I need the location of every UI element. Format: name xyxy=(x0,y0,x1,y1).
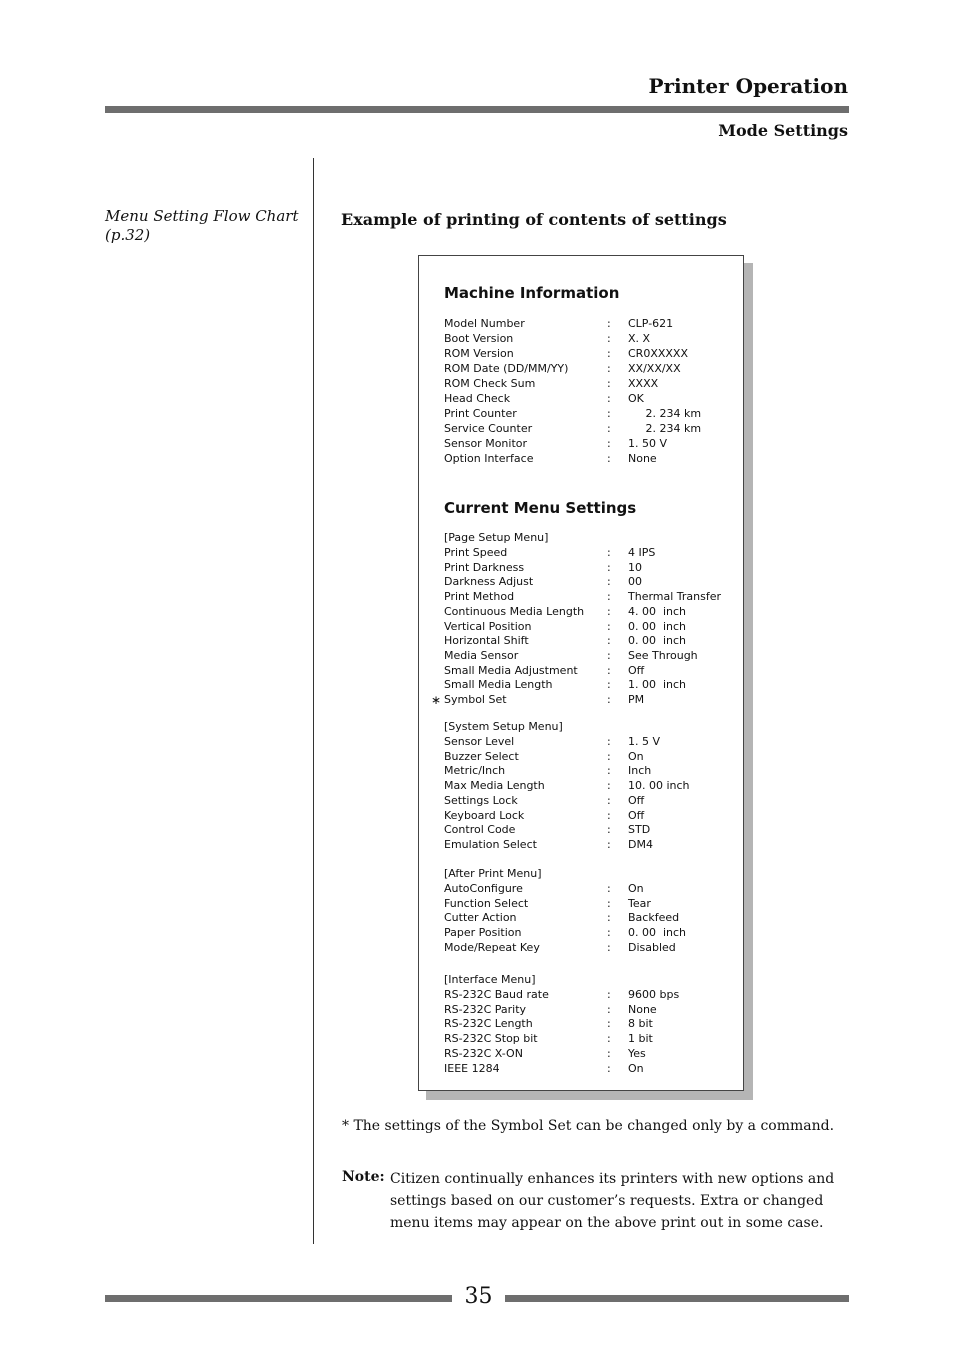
setting-colon: : xyxy=(607,1061,611,1075)
setting-value: XXXX xyxy=(628,377,659,390)
current-menu-title: Current Menu Settings xyxy=(444,499,637,517)
menu-group-title: [System Setup Menu] xyxy=(444,720,563,733)
footer-rule-left xyxy=(105,1295,452,1302)
setting-colon: : xyxy=(607,1017,611,1031)
setting-value: 0. 00 inch xyxy=(628,619,687,633)
setting-colon: : xyxy=(607,332,611,345)
setting-label: Sensor Level xyxy=(444,735,515,748)
setting-label: Max Media Length xyxy=(444,779,545,793)
setting-label: IEEE 1284 xyxy=(444,1061,500,1075)
setting-label: RS-232C Baud rate xyxy=(444,988,549,1001)
machine-info-title: Machine Information xyxy=(444,284,620,302)
menu-group-title: [Interface Menu] xyxy=(444,973,536,986)
setting-colon: : xyxy=(607,926,611,940)
setting-colon: : xyxy=(607,452,611,465)
setting-label: Buzzer Select xyxy=(444,749,519,763)
setting-colon: : xyxy=(607,317,611,330)
setting-colon: : xyxy=(607,988,611,1001)
setting-colon: : xyxy=(607,437,611,450)
setting-label: Control Code xyxy=(444,823,516,837)
menu-group-title: [After Print Menu] xyxy=(444,867,542,880)
setting-value: 1 bit xyxy=(628,1032,653,1046)
setting-value: 1. 00 inch xyxy=(628,678,687,692)
setting-value: 9600 bps xyxy=(628,988,680,1001)
setting-value: PM xyxy=(628,693,645,706)
setting-colon: : xyxy=(607,940,611,954)
footnote: * The settings of the Symbol Set can be changed only by a command. xyxy=(342,1118,835,1134)
setting-label: Print Counter xyxy=(444,407,517,420)
setting-label: RS-232C X-ON xyxy=(444,1046,523,1060)
subheading: Example of printing of contents of settings xyxy=(341,210,727,229)
setting-label: Print Speed xyxy=(444,546,508,559)
setting-colon: : xyxy=(607,546,611,559)
setting-label: Option Interface xyxy=(444,452,534,465)
setting-value: 4. 00 inch xyxy=(628,604,687,618)
setting-value: None xyxy=(628,452,657,465)
setting-value: On xyxy=(628,749,644,763)
setting-colon: : xyxy=(607,634,611,648)
setting-value: 10. 00 inch xyxy=(628,779,690,793)
setting-label: Settings Lock xyxy=(444,793,518,807)
asterisk-marker: ∗ xyxy=(431,693,442,707)
setting-value: OK xyxy=(628,392,644,405)
setting-value: On xyxy=(628,1061,644,1075)
setting-label: Continuous Media Length xyxy=(444,604,585,618)
setting-value: Disabled xyxy=(628,940,676,954)
setting-label: Metric/Inch xyxy=(444,764,506,778)
setting-colon: : xyxy=(607,823,611,837)
setting-label: Print Method xyxy=(444,590,515,604)
setting-label: Sensor Monitor xyxy=(444,437,528,450)
setting-value: 00 xyxy=(628,575,642,589)
menu-group-title: [Page Setup Menu] xyxy=(444,531,549,544)
setting-label: Small Media Length xyxy=(444,678,553,692)
setting-value: 2. 234 km xyxy=(628,422,702,435)
setting-colon: : xyxy=(607,1002,611,1016)
setting-value: Off xyxy=(628,793,645,807)
setting-label: Keyboard Lock xyxy=(444,808,525,822)
setting-colon: : xyxy=(607,896,611,910)
setting-label: Vertical Position xyxy=(444,619,532,633)
setting-colon: : xyxy=(607,764,611,778)
setting-label: Small Media Adjustment xyxy=(444,663,578,677)
page-number: 35 xyxy=(464,1284,493,1309)
setting-label: ROM Check Sum xyxy=(444,377,536,390)
setting-label: RS-232C Length xyxy=(444,1017,533,1031)
footer-rule-right xyxy=(505,1295,849,1302)
setting-value: 10 xyxy=(628,560,642,574)
setting-colon: : xyxy=(607,362,611,375)
settings-printout xyxy=(418,255,744,1091)
setting-colon: : xyxy=(607,779,611,793)
setting-label: RS-232C Parity xyxy=(444,1002,527,1016)
setting-value: 0. 00 inch xyxy=(628,926,687,940)
side-note-link[interactable]: Menu Setting Flow Chart (p.32) xyxy=(105,207,299,244)
setting-colon: : xyxy=(607,619,611,633)
setting-colon: : xyxy=(607,693,611,706)
setting-label: Boot Version xyxy=(444,332,514,345)
setting-label: Symbol Set xyxy=(444,693,507,706)
setting-colon: : xyxy=(607,678,611,692)
setting-label: AutoConfigure xyxy=(444,882,523,895)
setting-label: Media Sensor xyxy=(444,648,519,662)
note-label: Note: xyxy=(342,1169,385,1185)
setting-value: 2. 234 km xyxy=(628,407,702,420)
setting-colon: : xyxy=(607,882,611,895)
setting-label: ROM Date (DD/MM/YY) xyxy=(444,362,569,375)
setting-value: See Through xyxy=(628,648,698,662)
setting-colon: : xyxy=(607,575,611,589)
header-title: Printer Operation xyxy=(648,74,848,98)
setting-label: Print Darkness xyxy=(444,560,525,574)
setting-value: Inch xyxy=(628,764,652,778)
setting-label: Paper Position xyxy=(444,926,522,940)
setting-colon: : xyxy=(607,347,611,360)
setting-colon: : xyxy=(607,735,611,748)
column-divider xyxy=(313,158,314,1244)
setting-colon: : xyxy=(607,1046,611,1060)
setting-value: 1. 5 V xyxy=(628,735,661,748)
setting-value: Yes xyxy=(628,1046,646,1060)
section-title: Mode Settings xyxy=(718,121,848,140)
setting-label: Function Select xyxy=(444,896,529,910)
setting-colon: : xyxy=(607,808,611,822)
setting-label: Service Counter xyxy=(444,422,533,435)
setting-colon: : xyxy=(607,422,611,435)
setting-value: DM4 xyxy=(628,837,653,851)
note-text: Citizen continually enhances its printers with new options and settings based on our customer’s requests. Extra or changed menu items may appear on the above print out in some case. xyxy=(390,1171,835,1231)
setting-colon: : xyxy=(607,793,611,807)
setting-colon: : xyxy=(607,407,611,420)
setting-colon: : xyxy=(607,749,611,763)
setting-colon: : xyxy=(607,392,611,405)
setting-colon: : xyxy=(607,648,611,662)
setting-colon: : xyxy=(607,837,611,851)
setting-value: Tear xyxy=(628,896,651,910)
setting-label: Horizontal Shift xyxy=(444,634,529,648)
setting-label: Darkness Adjust xyxy=(444,575,534,589)
setting-value: Backfeed xyxy=(628,911,680,925)
setting-value: CLP-621 xyxy=(628,317,674,330)
setting-colon: : xyxy=(607,663,611,677)
setting-value: None xyxy=(628,1002,657,1016)
setting-label: RS-232C Stop bit xyxy=(444,1032,538,1046)
setting-colon: : xyxy=(607,604,611,618)
setting-value: STD xyxy=(628,823,651,837)
setting-value: 8 bit xyxy=(628,1017,653,1031)
setting-colon: : xyxy=(607,377,611,390)
setting-label: ROM Version xyxy=(444,347,514,360)
setting-colon: : xyxy=(607,1032,611,1046)
setting-value: 4 IPS xyxy=(628,546,656,559)
setting-value: X. X xyxy=(628,332,651,345)
setting-value: CR0XXXXX xyxy=(628,347,689,360)
setting-label: Model Number xyxy=(444,317,525,330)
header-rule xyxy=(105,106,849,113)
setting-label: Emulation Select xyxy=(444,837,537,851)
setting-value: Thermal Transfer xyxy=(628,590,722,604)
setting-value: 1. 50 V xyxy=(628,437,668,450)
setting-value: Off xyxy=(628,808,645,822)
setting-label: Mode/Repeat Key xyxy=(444,940,540,954)
setting-label: Head Check xyxy=(444,392,511,405)
setting-colon: : xyxy=(607,560,611,574)
setting-label: Cutter Action xyxy=(444,911,517,925)
setting-colon: : xyxy=(607,911,611,925)
setting-value: On xyxy=(628,882,644,895)
setting-value: 0. 00 inch xyxy=(628,634,687,648)
setting-value: XX/XX/XX xyxy=(628,362,681,375)
setting-colon: : xyxy=(607,590,611,604)
setting-value: Off xyxy=(628,663,645,677)
